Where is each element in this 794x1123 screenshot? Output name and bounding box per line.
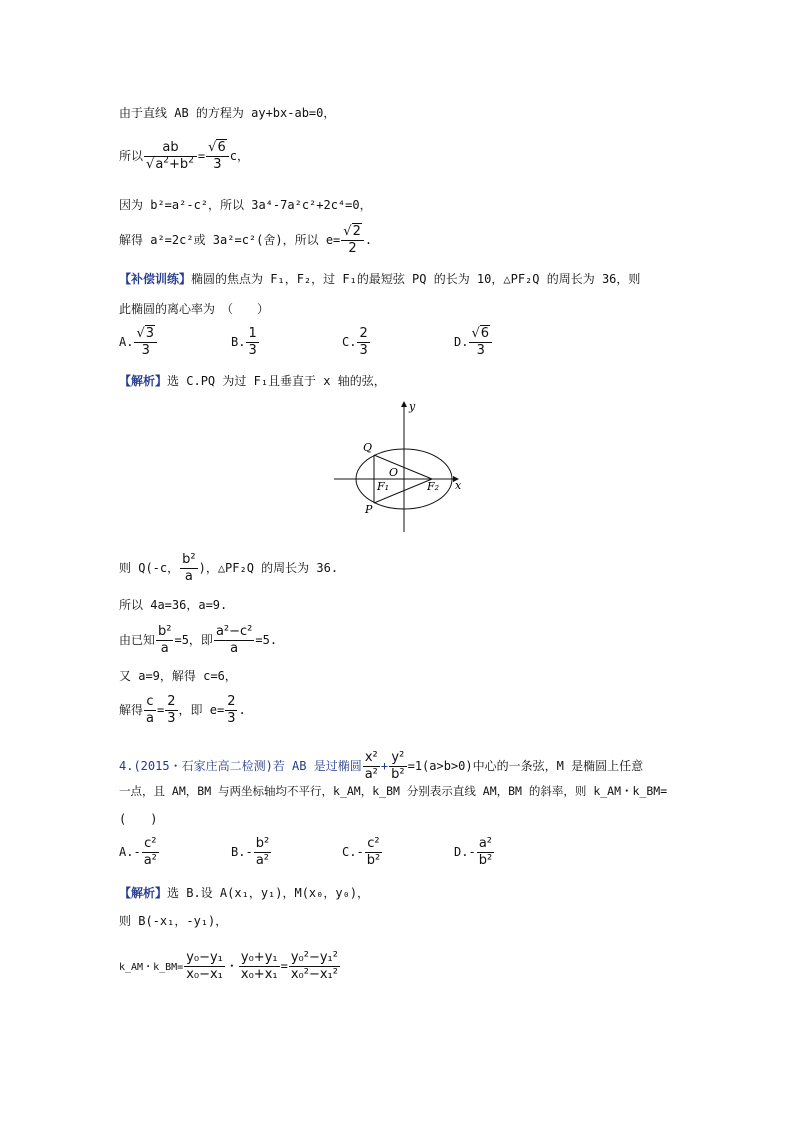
fraction: $\frac{\text{y₀−y₁}}{\text{x₀−x₁}}$ — [186, 950, 223, 982]
q4-option-d: D.- $\frac{\text{a²}}{\text{b²}}$ — [454, 836, 493, 868]
q-label: Q — [363, 441, 373, 454]
text-line-2 — [119, 140, 249, 173]
text: c， — [229, 149, 249, 163]
text-line-11: 由已知 $\frac{\text{b²}}{a}$ =5，即 $\frac{\text{a²−c²}}{a}$ =5. — [119, 624, 278, 656]
q4-option-a: A.- $\frac{\text{c²}}{\text{a²}}$ — [119, 836, 157, 868]
text-line-12: 又 a=9，解得 c=6， — [119, 669, 237, 683]
text-line-18: 【解析】选 B.设 A(x₁，y₁)，M(x₀，y₀)， — [119, 886, 370, 900]
text-line-1: 由于直线 AB 的方程为 ay+bx-ab=0， — [119, 106, 336, 120]
fraction: $\frac{2}{3}$ — [227, 694, 236, 726]
p-label: P — [365, 503, 373, 516]
fraction: $\frac{\text{y₀²−y₁²}}{\text{x₀²−x₁²}}$ — [290, 950, 338, 982]
fraction: $\frac{\text{b²}}{a}$ — [182, 552, 196, 584]
text-line-9: 则 Q(-c， $\frac{\text{b²}}{a}$ )，△PF₂Q 的周长为 36. — [119, 552, 339, 584]
text-line-5: 【补偿训练】椭圆的焦点为 F₁，F₂，过 F₁的最短弦 PQ 的长为 10，△PF₂Q 的周长为 36，则 — [119, 272, 641, 286]
fraction: $\frac{\text{x²}}{\text{a²}}$ — [364, 750, 378, 782]
q4-option-b: B.- $\frac{\text{b²}}{\text{a²}}$ — [231, 836, 270, 868]
text: 所以 — [119, 149, 144, 163]
text-line-8: 【解析】选 C.PQ 为过 F₁且垂直于 x 轴的弦， — [119, 374, 386, 388]
question-4-line-1: 4.(2015・石家庄高二检测)若 AB 是过椭圆 $\frac{\text{x²}}{\text{a²}}$ + $\frac{\text{y²}}{\text{b²}}$ =1(a>b>0)中心的一条弦，M 是椭圆上任意 — [119, 750, 644, 782]
text-line-10: 所以 4a=36，a=9. — [119, 598, 228, 612]
fraction: $\frac{\text{b²}}{a}$ — [158, 624, 172, 656]
origin-label: O — [389, 466, 399, 479]
section-tag: 【补偿训练】 — [119, 272, 192, 286]
text-line-3: 因为 b²=a²-c²，所以 3a⁴-7a²c²+2c⁴=0， — [119, 198, 372, 212]
y-label: y — [409, 400, 416, 413]
option-b: B. $\frac{1}{3}$ — [231, 326, 257, 358]
option-d: D. $\frac{√6}{3}$ — [454, 326, 493, 359]
fraction: $\frac{c}{a}$ — [146, 694, 154, 726]
equals: = — [197, 149, 206, 163]
x-label: x — [455, 479, 462, 492]
fraction: $\frac{ab}{√a^2+b^2}$ — [144, 140, 197, 173]
fraction: $\frac{√2}{2}$ — [341, 224, 364, 257]
fraction: $\frac{\text{y₀+y₁}}{\text{x₀+x₁}}$ — [240, 950, 278, 982]
fraction: $\frac{\text{y²}}{\text{b²}}$ — [391, 750, 405, 782]
fraction: $\frac{√6}{3}$ — [206, 140, 229, 173]
text-line-13: 解得 $\frac{c}{a}$ = $\frac{2}{3}$ ，即 e= $\frac{2}{3}$ . — [119, 694, 246, 726]
fraction: $\frac{2}{3}$ — [167, 694, 176, 726]
section-tag: 【解析】 — [119, 374, 168, 388]
text-line-6: 此椭圆的离心率为 （ ） — [119, 302, 270, 316]
section-tag: 【解析】 — [119, 886, 168, 900]
ellipse-figure — [330, 398, 470, 534]
text-line-4: 解得 a²=2c²或 3a²=c²(舍)，所以 e= $\frac{√2}{2}$ . — [119, 224, 373, 256]
option-a: A. $\frac{√3}{3}$ — [119, 326, 158, 359]
q4-option-c: C.- $\frac{\text{c²}}{\text{b²}}$ — [342, 836, 381, 868]
text-line-19: 则 B(-x₁，-y₁)， — [119, 914, 228, 928]
text-line-20: k_AM・k_BM= $\frac{\text{y₀−y₁}}{\text{x₀−x₁}}$ ・ $\frac{\text{y₀+y₁}}{\text{x₀+x₁}}$ = $\frac{\text{y₀²−y₁²}}{\text{x₀²−x₁²}}$ — [119, 950, 338, 982]
fraction: $\frac{\text{a²−c²}}{a}$ — [215, 624, 253, 656]
question-4-line-2: 一点，且 AM，BM 与两坐标轴均不平行，k_AM，k_BM 分别表示直线 AM，BM 的斜率，则 k_AM・k_BM= — [119, 784, 668, 798]
f1-label: F₁ — [377, 480, 390, 493]
segment-qf2 — [374, 455, 432, 479]
option-c: C. $\frac{2}{3}$ — [342, 326, 368, 358]
f2-label: F₂ — [427, 480, 440, 493]
question-4-line-3: ( ) — [119, 812, 158, 826]
